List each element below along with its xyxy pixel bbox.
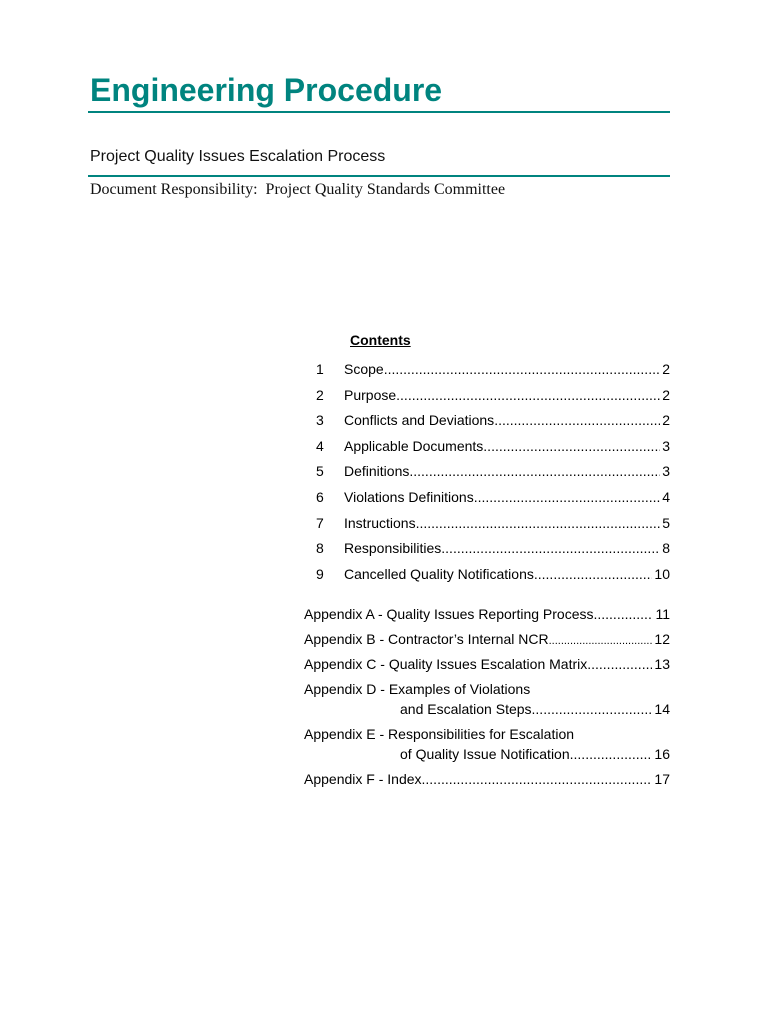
- toc-entry-label: Responsibilities: [344, 540, 442, 557]
- toc-entry-label: Instructions: [344, 514, 416, 531]
- appendix-entry-e[interactable]: [304, 725, 670, 765]
- toc-entry-label: Purpose: [344, 386, 397, 403]
- toc-entry-number: 9: [316, 565, 324, 582]
- toc-entry-responsibilities[interactable]: [310, 538, 670, 564]
- toc-entry-page: 3: [662, 437, 670, 454]
- document-subtitle: Project Quality Issues Escalation Process: [90, 148, 386, 165]
- appendix-entry-page: 13: [654, 656, 670, 672]
- appendix-entry-d[interactable]: [304, 680, 670, 720]
- appendix-entry-label: Appendix C - Quality Issues Escalation Matrix: [304, 656, 588, 672]
- toc-entry-number: 5: [316, 463, 324, 480]
- dot-leader: [409, 461, 660, 481]
- document-responsibility: Document Responsibility: Project Quality Standards Committee: [90, 181, 506, 198]
- dot-leader: [570, 745, 653, 763]
- toc-entry-label: Cancelled Quality Notifications: [344, 565, 534, 582]
- toc-entry-instructions[interactable]: [310, 513, 670, 539]
- toc-entry-purpose[interactable]: [310, 385, 670, 411]
- appendix-entry-label: Appendix D - Examples of Violations: [304, 681, 531, 697]
- appendix-entry-b[interactable]: [304, 630, 670, 650]
- toc-entry-cancelled-quality-notifications[interactable]: [310, 564, 670, 590]
- toc-entry-page: 2: [662, 361, 670, 377]
- toc-entry-page: 3: [662, 463, 670, 480]
- toc-entry-page: 8: [662, 540, 670, 557]
- appendix-entry-page: 14: [654, 701, 670, 717]
- toc-entry-page: 5: [662, 514, 670, 531]
- toc-entry-page: 2: [662, 412, 670, 429]
- subtitle-divider: [88, 175, 670, 177]
- toc-entry-number: 7: [316, 514, 324, 531]
- dot-leader: [416, 513, 661, 533]
- appendix-list: [304, 605, 670, 795]
- dot-leader: [474, 487, 660, 507]
- dot-leader: [396, 385, 660, 405]
- toc-entry-applicable-documents[interactable]: [310, 436, 670, 462]
- dot-leader: [483, 436, 660, 456]
- contents-heading: Contents: [350, 332, 411, 348]
- toc-entry-label: Applicable Documents: [344, 437, 484, 454]
- toc-entry-number: 3: [316, 412, 324, 429]
- appendix-entry-label: Appendix E - Responsibilities for Escalation: [304, 726, 575, 742]
- toc-entry-number: 8: [316, 540, 324, 557]
- toc-entry-label: Scope: [344, 361, 384, 377]
- toc-entry-conflicts-and-deviations[interactable]: [310, 410, 670, 436]
- appendix-entry-label-continued: of Quality Issue Notification: [400, 746, 570, 762]
- appendix-entry-c[interactable]: [304, 655, 670, 675]
- toc-entry-definitions[interactable]: [310, 461, 670, 487]
- appendix-entry-a[interactable]: [304, 605, 670, 625]
- dot-leader: [549, 632, 653, 650]
- dot-leader: [587, 655, 652, 673]
- appendix-entry-page: 11: [655, 606, 670, 622]
- dot-leader: [384, 359, 661, 379]
- toc-entry-violations-definitions[interactable]: [310, 487, 670, 513]
- appendix-entry-label: Appendix A - Quality Issues Reporting Process: [304, 606, 594, 622]
- appendix-entry-label: Appendix B - Contractor’s Internal NCR: [304, 631, 549, 647]
- table-of-contents: [310, 359, 670, 589]
- toc-entry-label: Violations Definitions: [344, 488, 474, 505]
- dot-leader: [593, 605, 653, 623]
- toc-entry-number: 4: [316, 437, 324, 454]
- dot-leader: [494, 410, 660, 430]
- title-divider: [88, 111, 670, 113]
- document-title: Engineering Procedure: [90, 72, 443, 108]
- dot-leader: [532, 700, 653, 718]
- dot-leader: [534, 564, 653, 584]
- toc-entry-number: 1: [316, 361, 324, 377]
- appendix-entry-label-continued: and Escalation Steps: [400, 701, 532, 717]
- appendix-entry-page: 17: [654, 771, 670, 787]
- toc-entry-page: 10: [654, 565, 670, 582]
- toc-entry-number: 6: [316, 488, 324, 505]
- appendix-entry-page: 16: [654, 746, 670, 762]
- dot-leader: [441, 538, 660, 558]
- appendix-entry-f[interactable]: [304, 770, 670, 790]
- toc-entry-number: 2: [316, 386, 324, 403]
- appendix-entry-page: 12: [654, 631, 670, 647]
- toc-entry-scope[interactable]: [310, 359, 670, 385]
- toc-entry-page: 2: [662, 386, 670, 403]
- toc-entry-page: 4: [662, 488, 670, 505]
- toc-entry-label: Definitions: [344, 463, 410, 480]
- appendix-entry-label: Appendix F - Index: [304, 771, 422, 787]
- dot-leader: [422, 770, 653, 788]
- toc-entry-label: Conflicts and Deviations: [344, 412, 495, 429]
